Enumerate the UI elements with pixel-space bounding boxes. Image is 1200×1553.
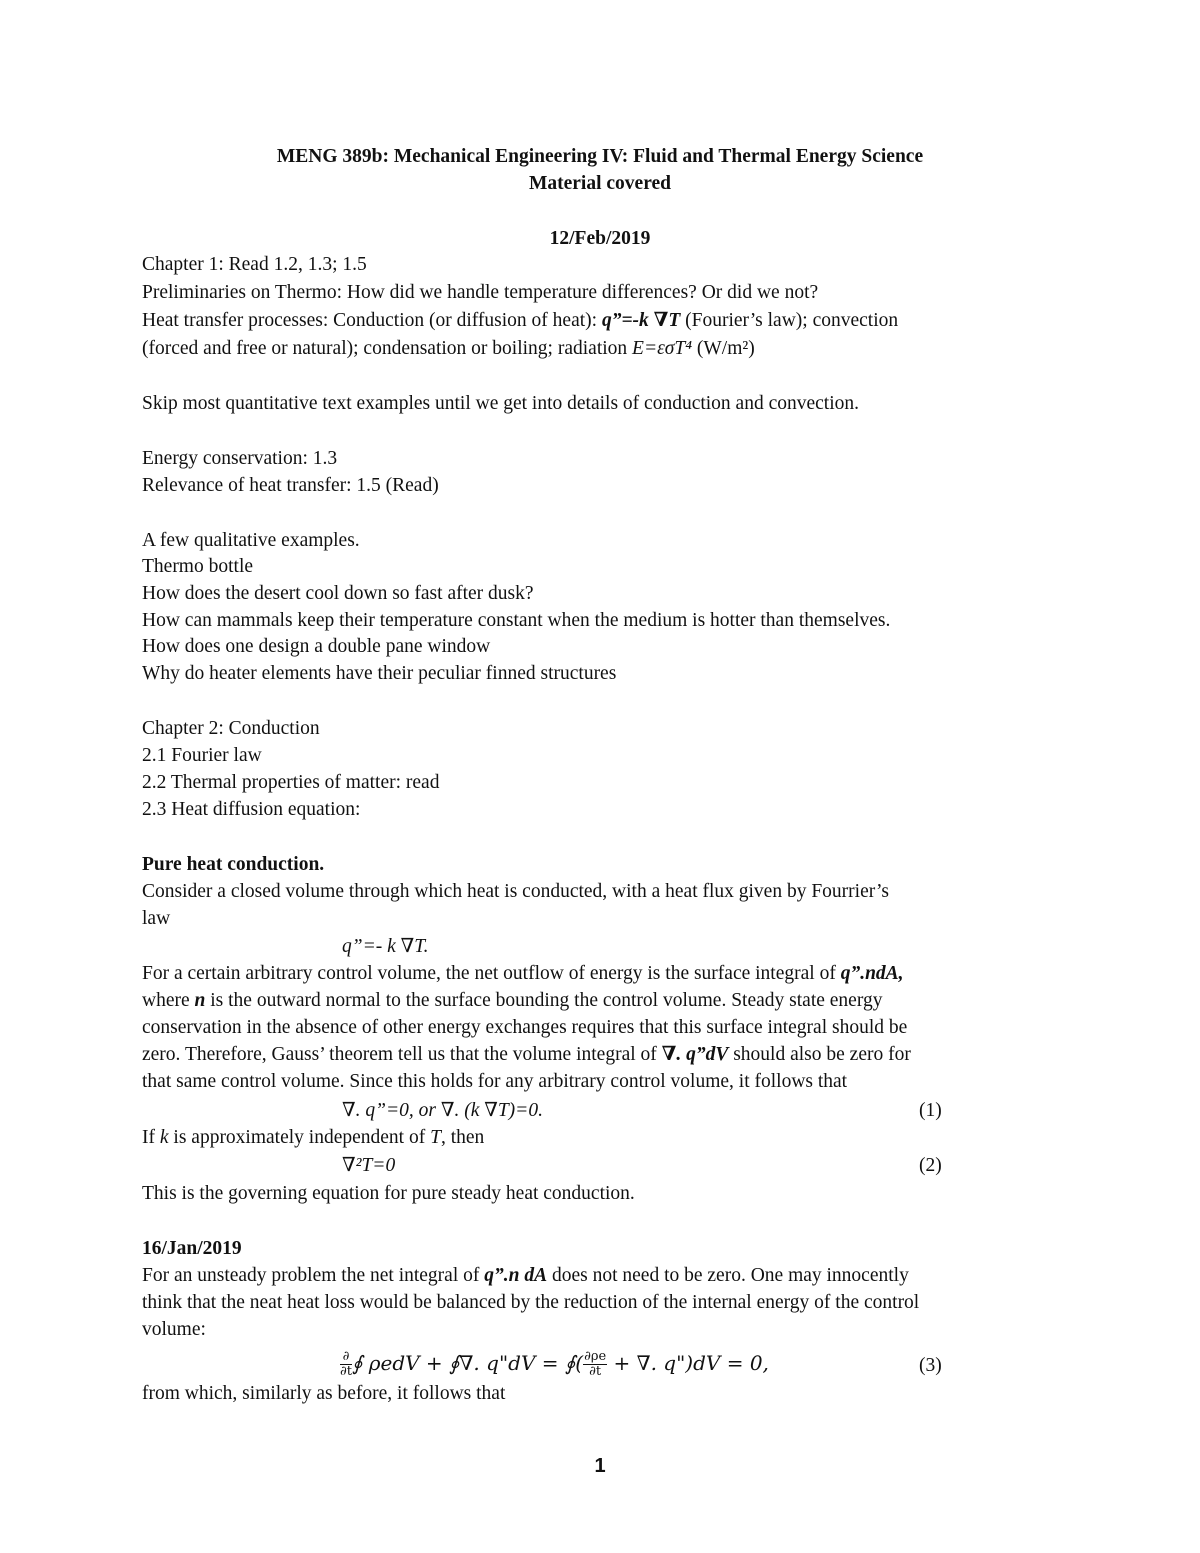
equation-1-number: (1) <box>919 1100 942 1121</box>
fraction-numerator: ∂ <box>340 1350 352 1365</box>
equation-3-middle: ∮ ρedV + ∮∇. q"dV = ∮( <box>351 1351 584 1375</box>
document-title: MENG 389b: Mechanical Engineering IV: Fluid and Thermal Energy Science <box>276 146 924 167</box>
partial-fraction <box>583 1350 607 1379</box>
inline-var: n <box>194 990 206 1011</box>
line-from-which: from which, similarly as before, it follows that <box>142 1383 506 1404</box>
line-consider-2: law <box>142 908 171 929</box>
date-heading-1: 12/Feb/2019 <box>549 228 651 249</box>
date-heading-2: 16/Jan/2019 <box>142 1238 242 1259</box>
inline-eq: q”.ndA, <box>840 963 904 984</box>
text-segment: (Fourier’s law); convection <box>680 310 899 331</box>
line-skip: Skip most quantitative text examples until we get into details of conduction and convection. <box>142 393 860 414</box>
radiation-inline-eq: E=εσT⁴ <box>632 338 693 359</box>
line-unsteady-3: volume: <box>142 1319 206 1340</box>
fraction-denominator: ∂t <box>589 1364 602 1379</box>
line-window: How does one design a double pane window <box>142 636 491 657</box>
line-preliminaries: Preliminaries on Thermo: How did we handle temperature differences? Or did we not? <box>142 282 819 303</box>
text-segment: For a certain arbitrary control volume, the net outflow of energy is the surface integral of <box>142 963 841 984</box>
equation-3-number: (3) <box>919 1355 942 1376</box>
line-arbitrary-2 <box>142 987 882 1014</box>
document-subtitle: Material covered <box>528 173 672 194</box>
line-unsteady-2: think that the neat heat loss would be balanced by the reduction of the internal energy of the control <box>142 1292 920 1313</box>
equation-2-number: (2) <box>919 1155 942 1176</box>
fourier-law-equation: q”=- k ∇T. <box>342 936 429 957</box>
fraction-denominator: ∂t <box>340 1364 352 1379</box>
line-governing: This is the governing equation for pure steady heat conduction. <box>142 1183 635 1204</box>
partial-fraction <box>340 1350 352 1379</box>
line-energy: Energy conservation: 1.3 <box>142 448 338 469</box>
line-arbitrary-3: conservation in the absence of other energy exchanges requires that this surface integral should be <box>142 1017 908 1038</box>
line-section-2-2: 2.2 Thermal properties of matter: read <box>142 772 440 793</box>
equation-3-end: + ∇. q")dV = 0, <box>607 1351 769 1375</box>
line-thermo: Thermo bottle <box>142 556 254 577</box>
line-arbitrary-5: that same control volume. Since this holds for any arbitrary control volume, it follows that <box>142 1071 848 1092</box>
line-desert: How does the desert cool down so fast after dusk? <box>142 583 534 604</box>
text-segment: does not need to be zero. One may innocently <box>547 1265 909 1286</box>
equation-3 <box>340 1350 769 1379</box>
line-chapter-2: Chapter 2: Conduction <box>142 718 320 739</box>
line-mammals: How can mammals keep their temperature constant when the medium is hotter than themselves. <box>142 610 891 631</box>
text-segment: , then <box>440 1127 485 1148</box>
line-arbitrary-1 <box>142 960 904 987</box>
line-unsteady-1 <box>142 1262 909 1289</box>
text-segment: If <box>142 1127 160 1148</box>
text-segment: where <box>142 990 195 1011</box>
text-segment: Heat transfer processes: Conduction (or diffusion of heat): <box>142 310 602 331</box>
equation-2: ∇²T=0 <box>342 1155 396 1176</box>
text-segment: For an unsteady problem the net integral of <box>142 1265 485 1286</box>
inline-eq: q”.n dA <box>484 1265 548 1286</box>
line-consider-1: Consider a closed volume through which heat is conducted, with a heat flux given by Fourrier’s <box>142 881 889 902</box>
text-segment: should also be zero for <box>728 1044 911 1065</box>
section-heading-pure-conduction: Pure heat conduction. <box>142 854 325 875</box>
line-heat-transfer-2 <box>142 335 755 362</box>
line-if-k <box>142 1124 484 1151</box>
inline-var: T <box>430 1127 441 1148</box>
fraction-numerator: ∂ρe <box>584 1349 607 1364</box>
text-segment: is approximately independent of <box>168 1127 431 1148</box>
page-number: 1 <box>594 1455 606 1477</box>
line-arbitrary-4 <box>142 1041 911 1068</box>
line-few: A few qualitative examples. <box>142 530 360 551</box>
text-segment: is the outward normal to the surface bounding the control volume. Steady state energy <box>205 990 883 1011</box>
line-relevance: Relevance of heat transfer: 1.5 (Read) <box>142 475 439 496</box>
line-heater: Why do heater elements have their peculiar finned structures <box>142 663 617 684</box>
text-segment: (W/m²) <box>692 338 755 359</box>
text-segment: zero. Therefore, Gauss’ theorem tell us that the volume integral of <box>142 1044 662 1065</box>
line-heat-transfer <box>142 307 898 334</box>
text-segment: (forced and free or natural); condensation or boiling; radiation <box>142 338 633 359</box>
line-chapter-1: Chapter 1: Read 1.2, 1.3; 1.5 <box>142 254 367 275</box>
fourier-inline-eq: q”=-k ∇T <box>601 310 681 331</box>
equation-1: ∇. q”=0, or ∇. (k ∇T)=0. <box>342 1100 543 1121</box>
line-section-2-1: 2.1 Fourier law <box>142 745 262 766</box>
inline-eq: ∇. q”dV <box>661 1044 729 1065</box>
line-section-2-3: 2.3 Heat diffusion equation: <box>142 799 361 820</box>
inline-var: k <box>159 1127 169 1148</box>
